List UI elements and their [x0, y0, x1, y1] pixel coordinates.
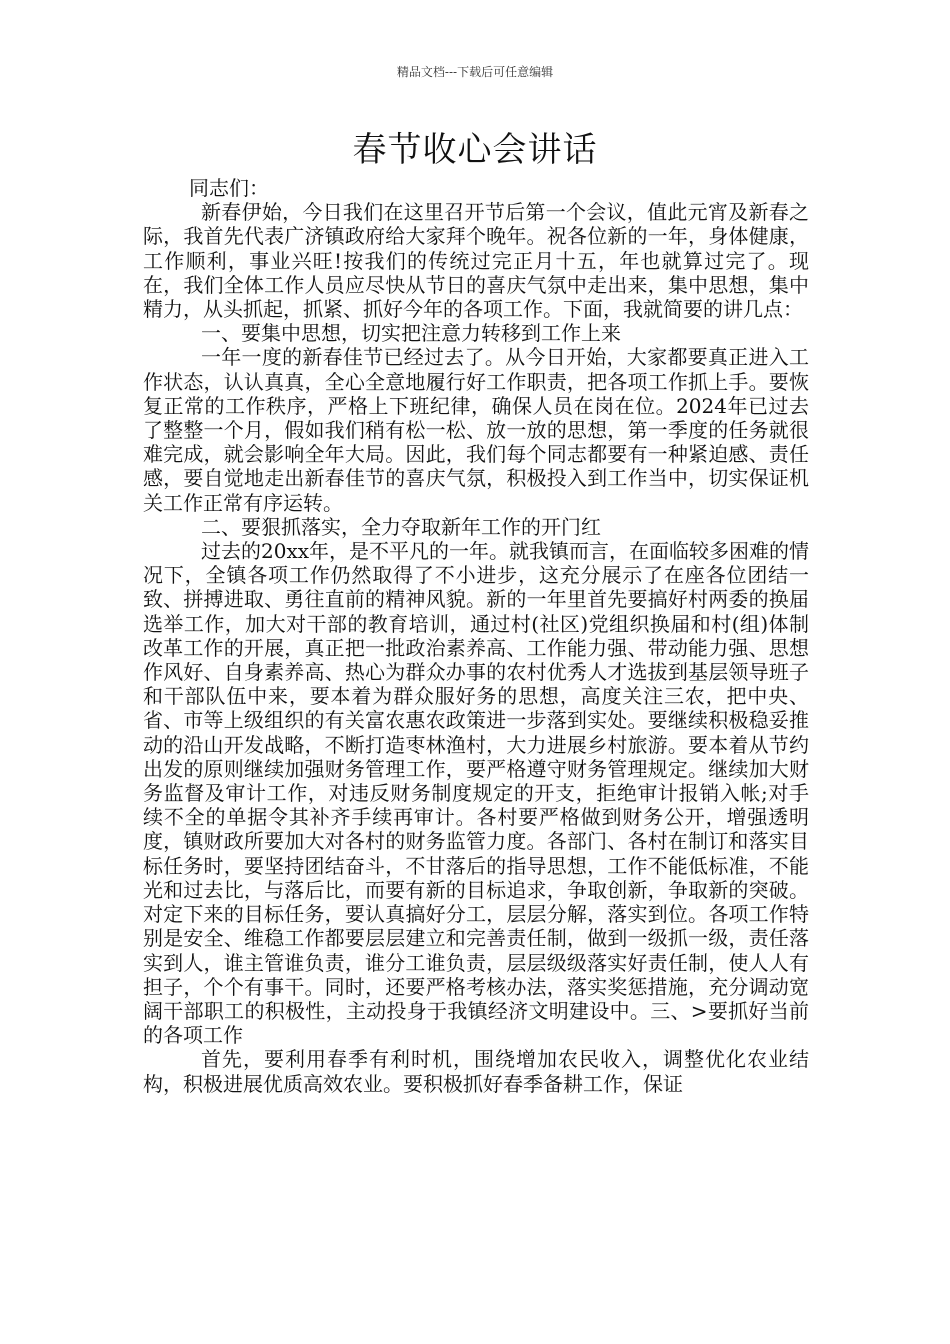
- section-heading-2: 二、要狠抓落实，全力夺取新年工作的开门红: [201, 514, 601, 539]
- section-heading-1: 一、要集中思想，切实把注意力转移到工作上来: [201, 321, 621, 346]
- paragraph-section-1: 一年一度的新春佳节已经过去了。从今日开始，大家都要真正进入工作状态，认认真真，全心全意地履行好工作职责，把各项工作抓上手。要恢复正常的工作秩序，严格上下班纪律，确保人员在岗在位。2024年已过去了整整一个月，假如我们稍有松一松、放一放的思想，第一季度的任务就很难完成，就会影响全年大局。因此，我们每个同志都要有一种紧迫感、责任感，要自觉地走出新春佳节的喜庆气氛，积极投入到工作当中，切实保证机关工作正常有序运转。: [143, 345, 809, 515]
- page-title: 春节收心会讲话: [352, 130, 598, 170]
- document-body: [143, 176, 809, 1096]
- header-note: 精品文档---下载后可任意编辑: [396, 65, 554, 79]
- paragraph-section-3: 首先，要利用春季有利时机，围绕增加农民收入，调整优化农业结构，积极进展优质高效农业。要积极抓好春季备耕工作，保证: [143, 1047, 809, 1096]
- paragraph-section-2: 过去的20xx年，是不平凡的一年。就我镇而言，在面临较多困难的情况下，全镇各项工作仍然取得了不小进步，这充分展示了在座各位团结一致、拼搏进取、勇往直前的精神风貌。新的一年里首先要搞好村两委的换届选举工作，加大对干部的教育培训，通过村(社区)党组织换届和村(组)体制改革工作的开展，真正把一批政治素养高、工作能力强、带动能力强、思想作风好、自身素养高、热心为群众办事的农村优秀人才选拔到基层领导班子和干部队伍中来，要本着为群众服好务的思想，高度关注三农，把中央、省、市等上级组织的有关富农惠农政策进一步落到实处。要继续积极稳妥推动的沿山开发战略，不断打造枣林渔村，大力进展乡村旅游。要本着从节约出发的原则继续加强财务管理工作，要严格遵守财务管理规定。继续加大财务监督及审计工作，对违反财务制度规定的开支，拒绝审计报销入帐;对手续不全的单据令其补齐手续再审计。各村要严格做到财务公开，增强透明度，镇财政所要加大对各村的财务监管力度。各部门、各村在制订和落实目标任务时，要坚持团结奋斗，不甘落后的指导思想，工作不能低标准，不能光和过去比，与落后比，而要有新的目标追求，争取创新，争取新的突破。对定下来的目标任务，要认真搞好分工，层层分解，落实到位。各项工作特别是安全、维稳工作都要层层建立和完善责任制，做到一级抓一级，责任落实到人，谁主管谁负责，谁分工谁负责，层层级级落实好责任制，使人人有担子，个个有事干。同时，还要严格考核办法，落实奖惩措施，充分调动宽阔干部职工的积极性，主动投身于我镇经济文明建设中。三、>要抓好当前的各项工作: [143, 539, 810, 1048]
- paragraph-opening: 新春伊始，今日我们在这里召开节后第一个会议，值此元宵及新春之际，我首先代表广济镇政府给大家拜个晚年。祝各位新的一年，身体健康，工作顺利，事业兴旺!按我们的传统过完正月十五，年也就算过完了。现在，我们全体工作人员应尽快从节日的喜庆气氛中走出来，集中思想，集中精力，从头抓起，抓紧、抓好今年的各项工作。下面，我就简要的讲几点：: [143, 200, 809, 322]
- salutation: 同志们：: [189, 176, 269, 200]
